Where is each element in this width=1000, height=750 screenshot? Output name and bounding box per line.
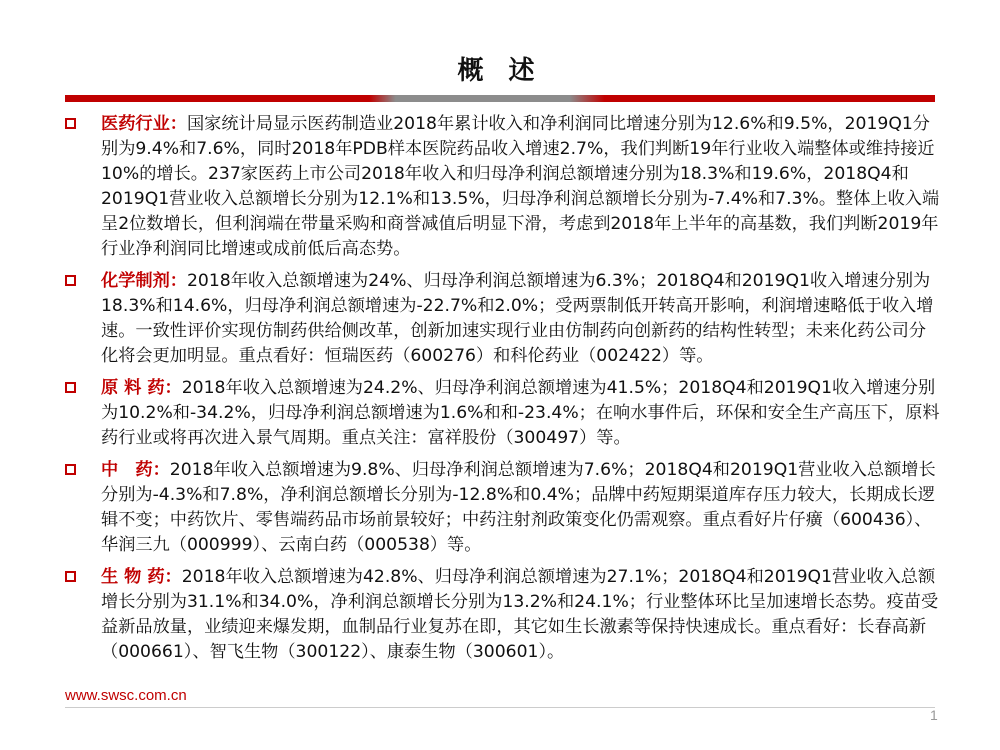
section-chemical-preparations [62,269,940,369]
footer-website-link[interactable]: www.swsc.com.cn [65,687,187,704]
section-label: 中 药： [101,460,170,480]
square-bullet-icon [65,275,76,286]
square-bullet-icon [65,118,76,129]
section-api [62,376,940,451]
page-number: 1 [930,707,938,723]
page-title: 概 述 [457,56,543,86]
section-tcm [62,458,940,558]
section-biologics [62,565,940,665]
footer-divider [65,707,935,708]
section-text: 2018年收入总额增速为24.2%、归母净利润总额增速为41.5%；2018Q4和2019Q1收入增速分别为10.2%和-34.2%，归母净利润总额增速为1.6%和和-23.4%；在响水事件后，环保和安全生产高压下，原料药行业或将再次进入景气周期。重点关注：富祥股份（300497）等。 [101,378,940,448]
section-pharma-industry [62,112,940,262]
square-bullet-icon [65,464,76,475]
section-label: 原 料 药： [101,378,182,398]
section-label: 化学制剂： [101,271,187,291]
section-text: 国家统计局显示医药制造业2018年累计收入和净利润同比增速分别为12.6%和9.5%，2019Q1分别为9.4%和7.6%，同时2018年PDB样本医院药品收入增速2.7%，我们判断19年行业收入端整体或维持接近10%的增长。237家医药上市公司2018年收入和归母净利润总额增速分别为18.3%和19.6%，2018Q4和2019Q1营业收入总额增长分别为12.1%和13.5%，归母净利润总额增长分别为-7.4%和7.3%。整体上收入端呈2位数增长，但利润端在带量采购和商誉减值后明显下滑，考虑到2018年上半年的高基数，我们判断2019年行业净利润同比增速或成前低后高态势。 [101,114,940,259]
square-bullet-icon [65,382,76,393]
square-bullet-icon [65,571,76,582]
section-text: 2018年收入总额增速为42.8%、归母净利润总额增速为27.1%；2018Q4和2019Q1营业收入总额增长分别为31.1%和34.0%，净利润总额增长分别为13.2%和24.1%；行业整体环比呈加速增长态势。疫苗受益新品放量，业绩迎来爆发期，血制品行业复苏在即，其它如生长激素等保持快速成长。重点看好：长春高新（000661）、智飞生物（300122）、康泰生物（300601）。 [101,567,939,662]
content-body [62,112,940,672]
section-text: 2018年收入总额增速为24%、归母净利润总额增速为6.3%；2018Q4和2019Q1收入增速分别为18.3%和14.6%，归母净利润总额增速为-22.7%和2.0%；受两票制低开转高开影响，利润增速略低于收入增速。一致性评价实现仿制药供给侧改革，创新加速实现行业由仿制药向创新药的结构性转型；未来化药公司分化将会更加明显。重点看好：恒瑞医药（600276）和科伦药业（002422）等。 [101,271,934,366]
title-divider-bar [65,95,935,102]
section-label: 生 物 药： [101,567,182,587]
section-label: 医药行业： [101,114,187,134]
section-text: 2018年收入总额增速为9.8%、归母净利润总额增速为7.6%；2018Q4和2019Q1营业收入总额增长分别为-4.3%和7.8%，净利润总额增长分别为-12.8%和0.4%；品牌中药短期渠道库存压力较大，长期成长逻辑不变；中药饮片、零售端药品市场前景较好；中药注射剂政策变化仍需观察。重点看好片仔癀（600436）、华润三九（000999）、云南白药（000538）等。 [101,460,936,555]
